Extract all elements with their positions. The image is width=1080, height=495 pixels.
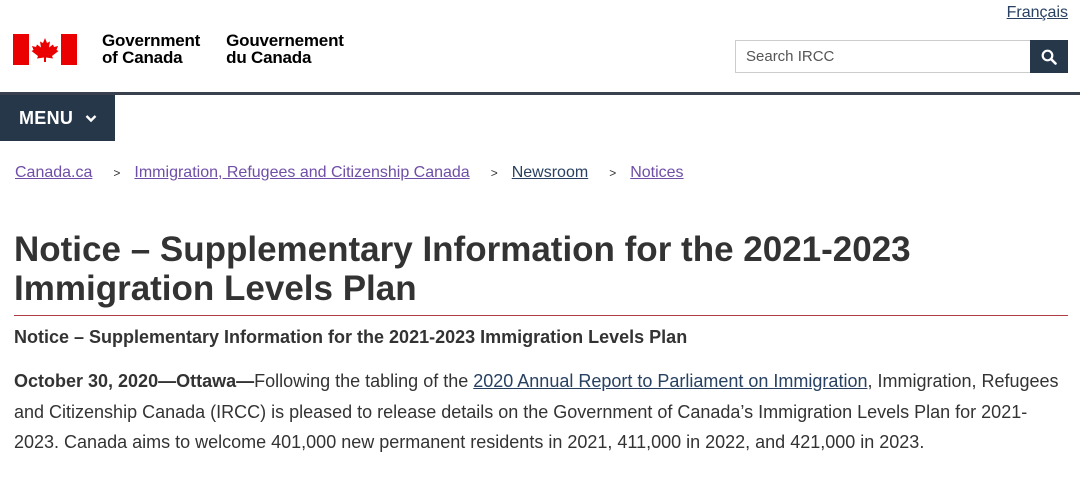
breadcrumb-notices[interactable]: Notices bbox=[630, 164, 684, 181]
breadcrumb-separator: > bbox=[490, 166, 498, 180]
breadcrumb-newsroom[interactable]: Newsroom bbox=[511, 164, 589, 181]
breadcrumb-ircc[interactable]: Immigration, Refugees and Citizenship Canada bbox=[134, 164, 470, 181]
chevron-down-icon bbox=[85, 114, 97, 123]
search-input[interactable] bbox=[735, 40, 1030, 73]
dateline: October 30, 2020—Ottawa— bbox=[14, 371, 255, 391]
paragraph-lead: Following the tabling of the bbox=[254, 371, 474, 391]
breadcrumb-separator: > bbox=[113, 166, 121, 180]
header-divider bbox=[0, 92, 1080, 95]
government-of-canada-signature[interactable] bbox=[13, 32, 370, 66]
breadcrumb-canada-ca[interactable]: Canada.ca bbox=[15, 164, 93, 181]
signature-fr-line1: Gouvernement bbox=[226, 31, 344, 50]
signature-fr-line2: du Canada bbox=[226, 48, 312, 67]
notice-body-paragraph bbox=[14, 366, 1064, 458]
signature-en-line2: of Canada bbox=[102, 48, 183, 67]
breadcrumb bbox=[15, 164, 684, 182]
annual-report-link[interactable]: 2020 Annual Report to Parliament on Immigration bbox=[473, 371, 868, 391]
title-underline bbox=[14, 315, 1068, 316]
menu-button[interactable] bbox=[0, 95, 115, 141]
canada-flag-icon bbox=[13, 34, 77, 65]
notice-subtitle: Notice – Supplementary Information for the 2021-2023 Immigration Levels Plan bbox=[14, 327, 688, 347]
page-title: Notice – Supplementary Information for the 2021-2023 Immigration Levels Plan bbox=[14, 230, 911, 308]
search-button[interactable] bbox=[1030, 40, 1068, 73]
paragraph-rest: , Immigration, Refugees and Citizenship Canada (IRCC) is pleased to release details on the Government of Canada’s Immigration Levels Plan for 2021-2023. Canada aims to welcome 401,000 new permanent residents in 2021, 411,000 in 2022, and 421,000 in 2023. bbox=[14, 371, 1059, 452]
signature-en-line1: Government bbox=[102, 31, 201, 50]
search-form bbox=[735, 40, 1068, 73]
menu-label: MENU bbox=[19, 107, 74, 128]
search-icon bbox=[1041, 49, 1057, 65]
breadcrumb-separator: > bbox=[609, 166, 617, 180]
language-toggle-link[interactable]: Français bbox=[1006, 4, 1068, 21]
